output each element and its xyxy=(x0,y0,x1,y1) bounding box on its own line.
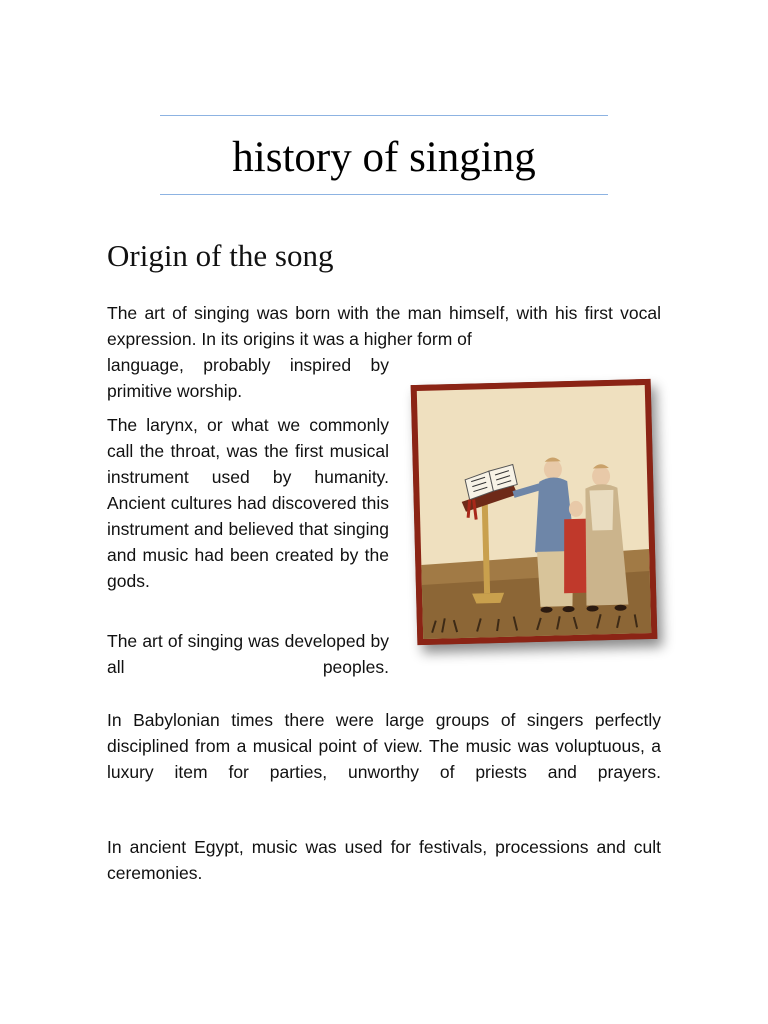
title-rule-top xyxy=(160,115,608,116)
paragraph-babylonian: In Babylonian times there were large groups of singers perfectly disciplined from a musical point of view. The music was voluptuous, a luxury item for parties, unworthy of priests and prayers. xyxy=(107,710,661,782)
paragraph-egypt: In ancient Egypt, music was used for festivals, processions and cult ceremonies. xyxy=(107,837,661,883)
title-rule-bottom xyxy=(160,194,608,195)
paragraph-peoples: The art of singing was developed by all peoples. xyxy=(107,631,389,677)
paragraph-origin-line1: The art of singing was born with the man himself, with his first vocal expression. In its origins it was a higher form of xyxy=(107,303,661,349)
paragraph-origin-line2: language, probably inspired by primitive worship. xyxy=(107,355,389,401)
section-heading: Origin of the song xyxy=(107,238,334,273)
singers-painting-icon xyxy=(411,379,658,645)
document-title: history of singing xyxy=(232,134,536,181)
medieval-singers-illustration xyxy=(411,379,658,645)
paragraph-larynx: The larynx, or what we commonly call the throat, was the first musical instrument used by humanity. Ancient cultures had discovered this instrument and believed that singing and music had been created by the gods. xyxy=(107,415,389,591)
